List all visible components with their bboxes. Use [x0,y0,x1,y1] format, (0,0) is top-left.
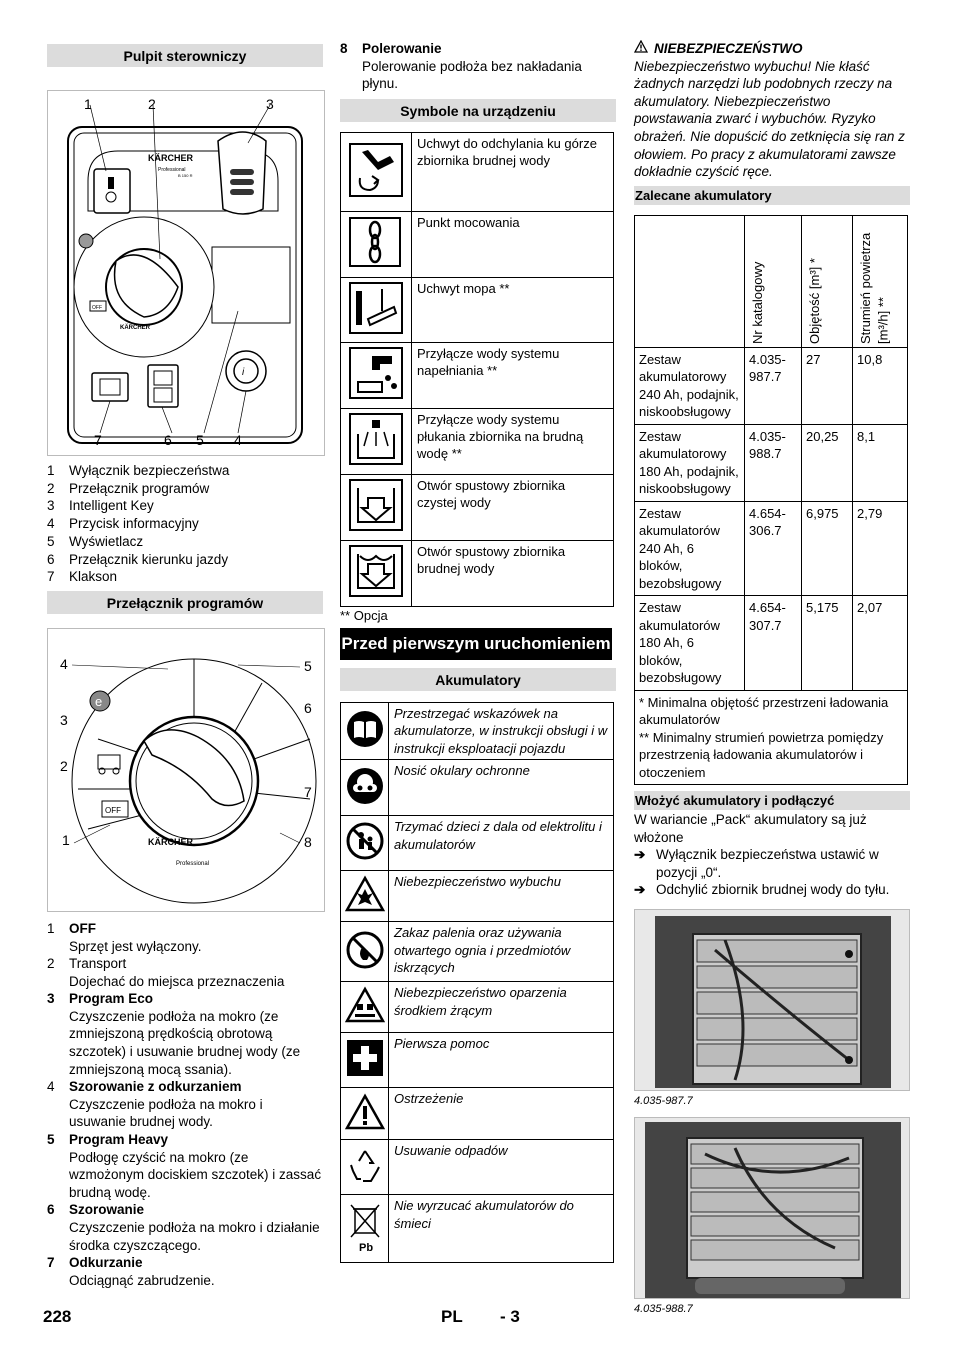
list-item: 7 Odkurzanie Odciągnąć zabrudzenie. [47,1255,215,1288]
callout-7: 7 [94,432,102,448]
table-row [341,982,614,1033]
list-item: 2 Transport Dojechać do miejsca przeznaczenia [47,956,285,989]
battery-photo-2 [634,1117,910,1299]
section-title-batteries: Akumulatory [340,668,616,691]
section-title-control-panel: Pulpit sterowniczy [47,44,323,67]
control-panel-figure [47,90,325,456]
warning-text: Ostrzeżenie [389,1088,614,1140]
list-item: 7 Klakson [47,569,118,585]
chapter-title: Przed pierwszym uruchomieniem [340,628,612,660]
children-icon [341,816,389,871]
symbol-text: Otwór spustowy zbiornika czystej wody [412,474,614,540]
callout-3: 3 [266,96,274,112]
table-row: Zestaw akumulatorowy 180 Ah, podajnik, niskoobsługowy 4.035-988.7 20,25 8,1 [635,424,908,501]
dial-callout-7: 7 [304,783,312,800]
mop-holder-icon [341,277,412,342]
dial-professional-text: Professional [176,860,210,867]
table-row [341,277,614,342]
warning-text: Nosić okulary ochronne [389,760,614,816]
panel-off-text: OFF [92,305,102,311]
first-aid-icon [341,1033,389,1088]
drive-direction-switch-icon[interactable] [148,365,178,407]
water-fill-icon [341,342,412,408]
battery-warnings-table [340,702,614,1264]
section-title-symbols: Symbole na urządzeniu [340,99,616,122]
danger-notice [634,40,910,181]
dial-brand-text: KÄRCHER [148,836,193,847]
warning-text: Niebezpieczeństwo wybuchu [389,871,614,922]
table-row [341,816,614,871]
section-title-program-switch: Przełącznik programów [47,591,323,614]
table-row: Zestaw akumulatorowy 240 Ah, podajnik, niskoobsługowy 4.035-987.7 27 10,8 [635,347,908,424]
section-title-recommended-batteries: Zalecane akumulatory [634,186,910,205]
dial-callout-3: 3 [60,711,68,728]
table-header-row [635,215,908,347]
panel-dial-brand-text: KÄRCHER [120,325,150,331]
table-row [341,211,614,277]
dirty-drain-icon [341,540,412,606]
no-fire-icon [341,922,389,982]
program-switch-icon[interactable] [74,217,214,357]
column-1 [47,40,323,1289]
panel-professional-text: Professional [158,167,186,173]
header-cell: Objętość [m³] * [802,215,853,347]
program-item-8: 8 Polerowanie Polerowanie podłoża bez nakładania płynu. [340,41,582,92]
chain-icon [341,211,412,277]
photo-1-caption: 4.035-987.7 [634,1094,693,1107]
danger-text: Niebezpieczeństwo wybuchu! Nie kłaść żadnych narzędzi lub podobnych rzeczy na akumulatory. Niebezpieczeństwo powstawania zwarć i wybuchów. Ryzyko obrażeń. Nie dopuścić do zetknięcia się ran z ołowiem. Po pracy z akumulatorami zawsze dokładnie czyścić ręce. [634,58,905,180]
column-2 [340,40,616,1263]
header-cell [635,215,745,347]
warning-text: Usuwanie odpadów [389,1140,614,1195]
page-sub-number: - 3 [500,1307,520,1326]
callout-4: 4 [234,432,242,448]
callout-5: 5 [196,432,204,448]
warning-text: Nie wyrzucać akumulatorów do śmieci [389,1195,614,1263]
symbol-text: Otwór spustowy zbiornika brudnej wody [412,540,614,606]
table-row [341,1033,614,1088]
table-row [341,408,614,474]
control-panel-legend [47,462,323,586]
warning-text: Pierwsza pomoc [389,1033,614,1088]
no-bin-icon [341,1195,389,1263]
control-panel-drawing [48,91,325,456]
table-row [341,474,614,540]
header-cell: Strumień powietrza [m³/h] ** [853,215,908,347]
callout-6: 6 [164,432,172,448]
warning-text: Zakaz palenia oraz używania otwartego ognia i przedmiotów iskrzących [389,922,614,982]
dial-callout-2: 2 [60,757,68,774]
panel-brand-text: KÄRCHER [148,153,193,163]
dial-callout-6: 6 [304,699,312,716]
table-row [341,1195,614,1263]
list-item: 5 Wyświetlacz [47,533,144,549]
panel-model-text: B 150 R [178,173,193,178]
display-screen [212,247,290,323]
language-code: PL [441,1307,463,1326]
table-row [341,702,614,760]
list-item: 6 Przełącznik kierunku jazdy [47,551,229,567]
table-row [341,922,614,982]
program-dial-drawing [48,629,325,912]
list-item: 3 Intelligent Key [47,498,154,514]
dial-callout-8: 8 [304,833,312,850]
table-row: Zestaw akumulatorów 180 Ah, 6 bloków, bezobsługowy 4.654-307.7 5,175 2,07 [635,596,908,691]
section-title-insert-batteries: Włożyć akumulatory i podłączyć [634,791,910,810]
program-switch-figure [47,628,325,912]
table-row [341,1140,614,1195]
program-list [47,920,323,1289]
dial-off-text: OFF [105,805,121,815]
goggles-icon [341,760,389,816]
symbol-text: Przyłącze wody systemu napełniania ** [412,342,614,408]
dial-callout-4: 4 [60,655,68,672]
column-3 [634,40,910,1315]
symbols-table [340,132,614,607]
explosion-icon [341,871,389,922]
symbol-text: Uchwyt mopa ** [412,277,614,342]
tank-rinse-icon [341,408,412,474]
arrow-right-icon: ➔ [634,882,646,898]
pb-label: Pb [358,1241,373,1254]
photo-2-caption: 4.035-988.7 [634,1302,693,1315]
list-item: 5 Program Heavy Podłogę czyścić na mokro (ze wzmożonym dociskiem szczotek) i zassać brudną wodę. [47,1132,322,1200]
list-item: 3 Program Eco Czyszczenie podłoża na mokro (ze zmniejszoną prędkością obrotową szczotek) i usuwanie brudnej wody (ze zmniejszoną mocą ssania). [47,991,301,1077]
fresh-drain-icon [341,474,412,540]
list-item: 6 Szorowanie Czyszczenie podłoża na mokro i działanie środka czyszczącego. [47,1202,320,1253]
callout-2: 2 [148,96,156,112]
intelligent-key-icon[interactable] [218,132,266,214]
manual-icon [341,702,389,760]
table-note-row: * Minimalna objętość przestrzeni ładowania akumulatorów ** Minimalny strumień powietrza pomiędzy przestrzenią ładowania akumulatorów i otoczeniem [635,690,908,785]
arrow-right-icon: ➔ [634,847,646,863]
dial-callout-5: 5 [304,657,312,674]
insert-text: W wariancie „Pack“ akumulatory są już włożone [634,812,867,845]
danger-title: NIEBEZPIECZEŃSTWO [654,41,803,56]
battery-photo-1 [634,909,910,1091]
list-item: 4 Szorowanie z odkurzaniem Czyszczenie podłoża na mokro i usuwanie brudnej wody. [47,1079,263,1130]
dial-callout-1: 1 [62,831,70,848]
horn-icon[interactable] [92,373,128,401]
warning-icon [341,1088,389,1140]
table-row [341,871,614,922]
list-item: 1 Wyłącznik bezpieczeństwa [47,463,230,478]
warning-text: Niebezpieczeństwo oparzenia środkiem żrącym [389,982,614,1033]
battery-table [634,215,908,786]
symbol-text: Przyłącze wody systemu płukania zbiornika na brudną wodę ** [412,408,614,474]
warning-text: Przestrzegać wskazówek na akumulatorze, w instrukcji obsługi i w instrukcji eksploatacji pojazdu [389,702,614,760]
step-item: ➔ Odchylić zbiornik brudnej wody do tyłu. [634,882,890,898]
warning-text: Trzymać dzieci z dala od elektrolitu i akumulatorów [389,816,614,871]
symbol-text: Uchwyt do odchylania ku górze zbiornika brudnej wody [412,132,614,211]
danger-triangle-icon [634,40,648,58]
table-row [341,760,614,816]
recycle-icon [341,1140,389,1195]
safety-switch-icon[interactable] [94,169,130,213]
table-row [341,540,614,606]
dial-e-text: e [95,693,103,709]
svg-text:i: i [242,367,245,378]
table-row [341,1088,614,1140]
corrosive-icon [341,982,389,1033]
page-number: 228 [43,1307,72,1326]
tilt-handle-icon [341,132,412,211]
step-item: ➔ Wyłącznik bezpieczeństwa ustawić w pozycji „0“. [634,847,879,880]
table-row [341,132,614,211]
symbol-text: Punkt mocowania [412,211,614,277]
list-item: 4 Przycisk informacyjny [47,516,199,532]
list-item: 2 Przełącznik programów [47,480,210,496]
table-row [341,342,614,408]
list-item: 1 OFF Sprzęt jest wyłączony. [47,920,202,954]
optional-footnote: ** Opcja [340,607,388,623]
info-button-icon[interactable] [226,351,266,391]
table-row: Zestaw akumulatorów 240 Ah, 6 bloków, bezobsługowy 4.654-306.7 6,975 2,79 [635,501,908,596]
callout-1: 1 [84,96,92,112]
header-cell: Nr katalogowy [745,215,802,347]
